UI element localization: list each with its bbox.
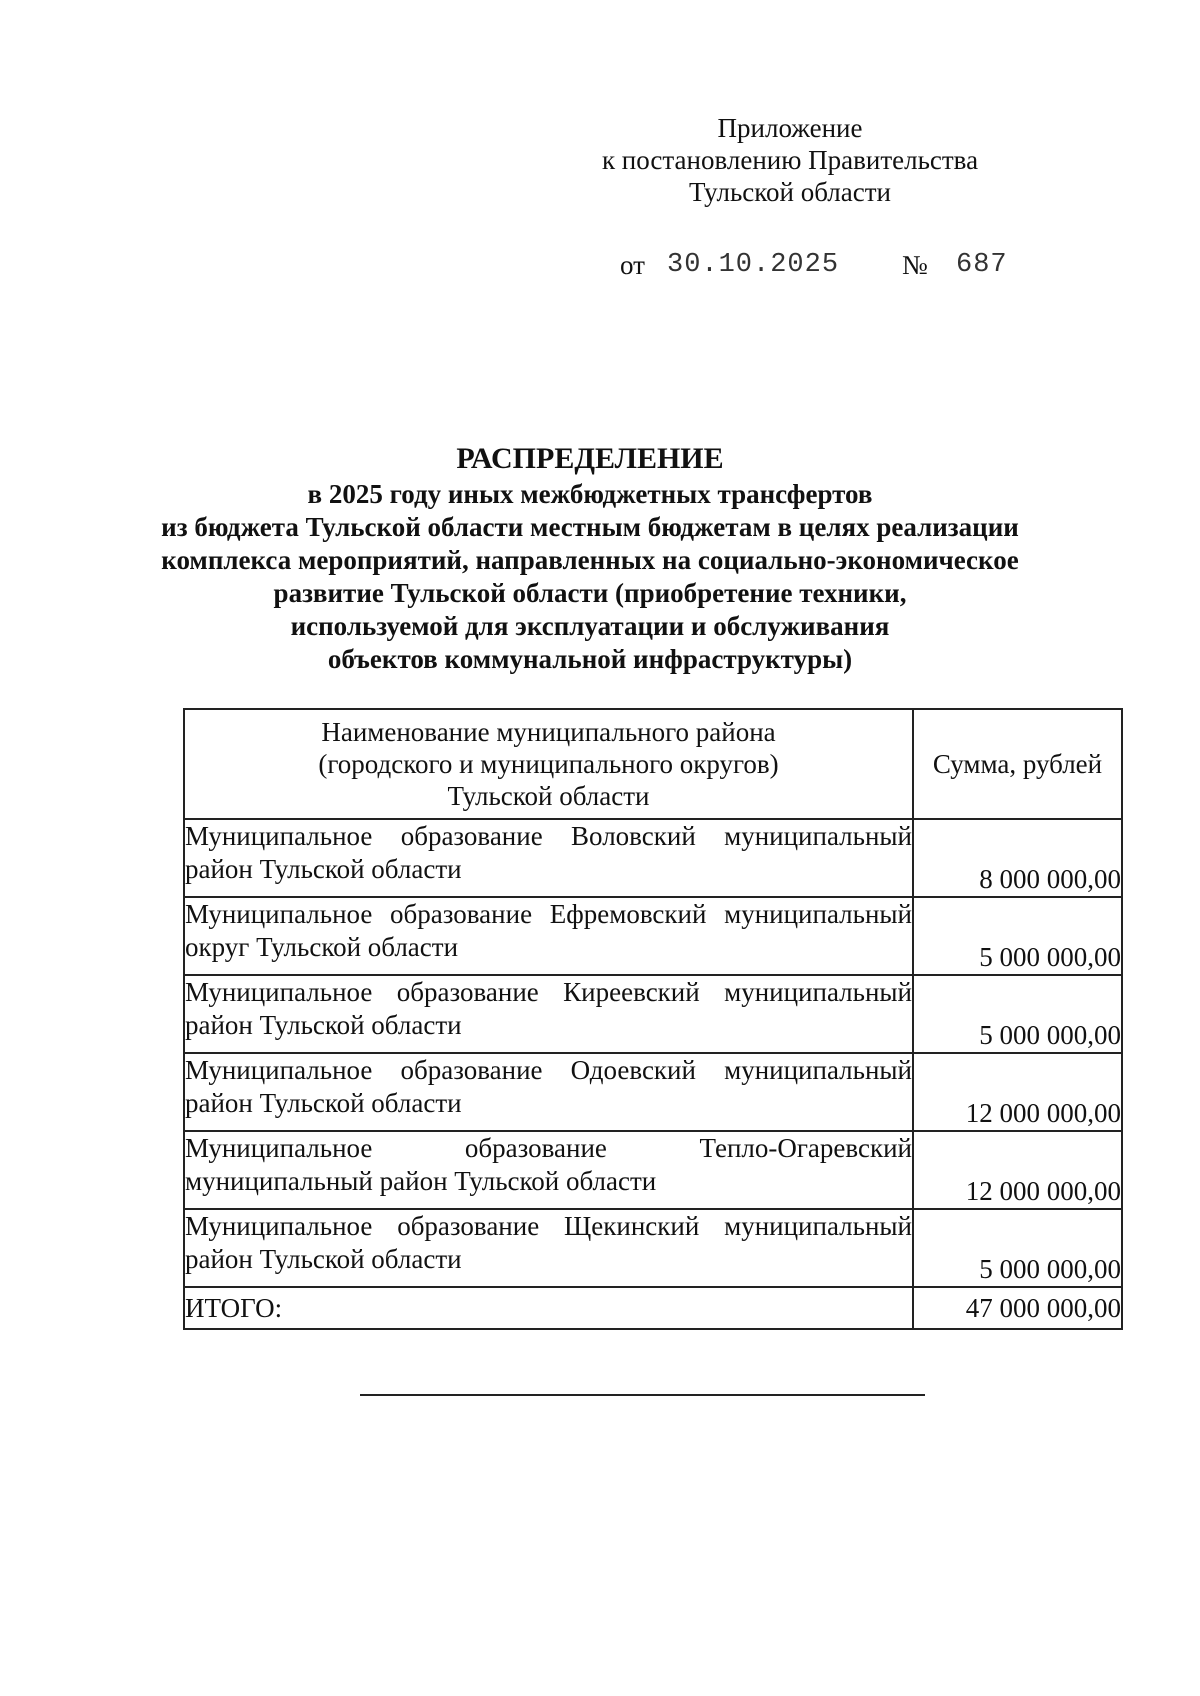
appendix-label: Приложение [717, 113, 863, 143]
table-row [184, 975, 1122, 1053]
header-line: Тульской области [447, 781, 650, 811]
total-label: ИТОГО: [184, 1287, 913, 1329]
distribution-table [183, 708, 1123, 1330]
table-row [184, 1131, 1122, 1209]
total-row [184, 1287, 1122, 1329]
amount: 12 000 000,00 [913, 1131, 1122, 1209]
amount: 5 000 000,00 [913, 1209, 1122, 1287]
column-header-sum: Сумма, рублей [913, 709, 1122, 819]
municipality-name: Муниципальное образование Тепло-Огаревский муниципальный район Тульской области [184, 1131, 913, 1209]
amount: 5 000 000,00 [913, 975, 1122, 1053]
appendix-region: Тульской области [689, 177, 891, 207]
title-line: объектов коммунальной инфраструктуры) [327, 644, 853, 674]
number-sign: № [902, 250, 928, 280]
table-row [184, 1053, 1122, 1131]
table-row [184, 819, 1122, 897]
appendix-reference: к постановлению Правительства [601, 145, 979, 175]
municipality-name: Муниципальное образование Ефремовский муниципальный округ Тульской области [184, 897, 913, 975]
municipality-name: Муниципальное образование Воловский муниципальный район Тульской области [184, 819, 913, 897]
title-line: комплекса мероприятий, направленных на социально-экономическое [161, 545, 1019, 575]
header-line: Наименование муниципального района [321, 717, 776, 747]
resolution-number: 687 [956, 250, 1008, 280]
document-title [150, 440, 1030, 676]
amount: 12 000 000,00 [913, 1053, 1122, 1131]
municipality-name: Муниципальное образование Одоевский муниципальный район Тульской области [184, 1053, 913, 1131]
appendix-header [560, 112, 1020, 208]
title-line: в 2025 году иных межбюджетных трансфертов [307, 479, 873, 509]
resolution-date: 30.10.2025 [667, 250, 840, 280]
amount: 8 000 000,00 [913, 819, 1122, 897]
municipality-name: Муниципальное образование Киреевский муниципальный район Тульской области [184, 975, 913, 1053]
header-line: (городского и муниципального округов) [318, 749, 779, 779]
title-line: используемой для эксплуатации и обслуживания [290, 611, 890, 641]
resolution-date-number [620, 248, 1020, 284]
closing-rule-divider [360, 1394, 925, 1396]
table-row [184, 897, 1122, 975]
amount: 5 000 000,00 [913, 897, 1122, 975]
title-line: развитие Тульской области (приобретение техники, [273, 578, 907, 608]
total-amount: 47 000 000,00 [913, 1287, 1122, 1329]
column-header-municipality [184, 709, 913, 819]
municipality-name: Муниципальное образование Щекинский муниципальный район Тульской области [184, 1209, 913, 1287]
date-prefix: от [620, 250, 645, 280]
table-row [184, 1209, 1122, 1287]
title-main: РАСПРЕДЕЛЕНИЕ [456, 442, 724, 475]
title-line: из бюджета Тульской области местным бюджетам в целях реализации [161, 512, 1019, 542]
table-header-row [184, 709, 1122, 819]
